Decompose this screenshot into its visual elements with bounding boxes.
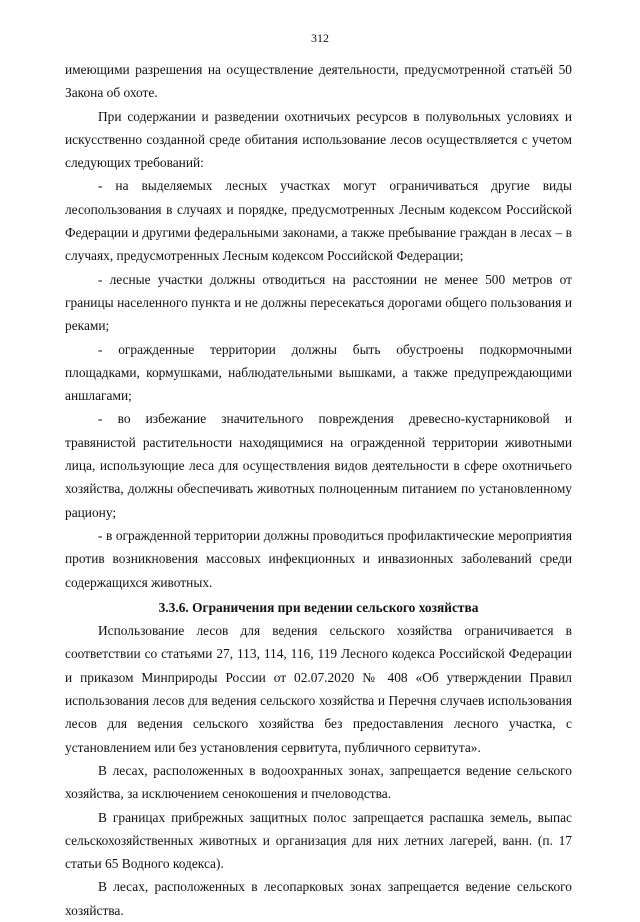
- list-item: - на выделяемых лесных участках могут ограничиваться другие виды лесопользования в случаях и порядке, предусмотренных Лесным кодексом Российской Федерации и другими федеральными законами, а также пребывание граждан в лесах – в случаях, предусмотренных Лесным кодексом Российской Федерации;: [65, 178, 572, 264]
- paragraph: В лесах, расположенных в водоохранных зонах, запрещается ведение сельского хозяйства, за исключением сенокошения и пчеловодства.: [65, 762, 572, 802]
- paragraph: имеющими разрешения на осуществление деятельности, предусмотренной статьёй 50 Закона об охоте.: [65, 62, 572, 101]
- paragraph: При содержании и разведении охотничьих ресурсов в полувольных условиях и искусственно созданной среде обитания использование лесов осуществляется с учетом следующих требований:: [65, 108, 572, 171]
- list-item: - лесные участки должны отводиться на расстоянии не менее 500 метров от границы населенного пункта и не должны пересекаться дорогами общего пользования и реками;: [65, 271, 572, 334]
- paragraph: Использование лесов для ведения сельского хозяйства ограничивается в соответствии со статьями 27, 113, 114, 116, 119 Лесного кодекса Российской Федерации и приказом Минприроды России от 02.07.2020 № 408 «Об утверждении Правил использования лесов для ведения сельского хозяйства и Перечня случаев использования лесов для ведения сельского хозяйства без предоставления лесного участка, с установлением или без установления сервитута, публичного сервитута».: [65, 623, 572, 755]
- list-item: - во избежание значительного повреждения древесно-кустарниковой и травянистой растительности находящимися на огражденной территории животными лица, использующие леса для осуществления видов деятельности в сфере охотничьего хозяйства, должны обеспечивать животных полноценным питанием по установленному рациону;: [65, 411, 572, 520]
- page-number: 312: [311, 31, 329, 45]
- list-item: - огражденные территории должны быть обустроены подкормочными площадками, кормушками, наблюдательными вышками, а также предупреждающими аншлагами;: [65, 341, 572, 404]
- paragraph: В границах прибрежных защитных полос запрещается распашка земель, выпас сельскохозяйственных животных и организация для них летних лагерей, ванн. (п. 17 статьи 65 Водного кодекса).: [65, 809, 572, 872]
- section-heading: 3.3.6. Ограничения при ведении сельского хозяйства: [158, 599, 479, 615]
- paragraph: В лесах, расположенных в лесопарковых зонах запрещается ведение сельского хозяйства.: [65, 879, 572, 918]
- document-body: [65, 58, 572, 922]
- list-item: - в огражденной территории должны проводиться профилактические мероприятия против возникновения массовых инфекционных и инвазионных заболеваний среди содержащихся животных.: [65, 527, 572, 590]
